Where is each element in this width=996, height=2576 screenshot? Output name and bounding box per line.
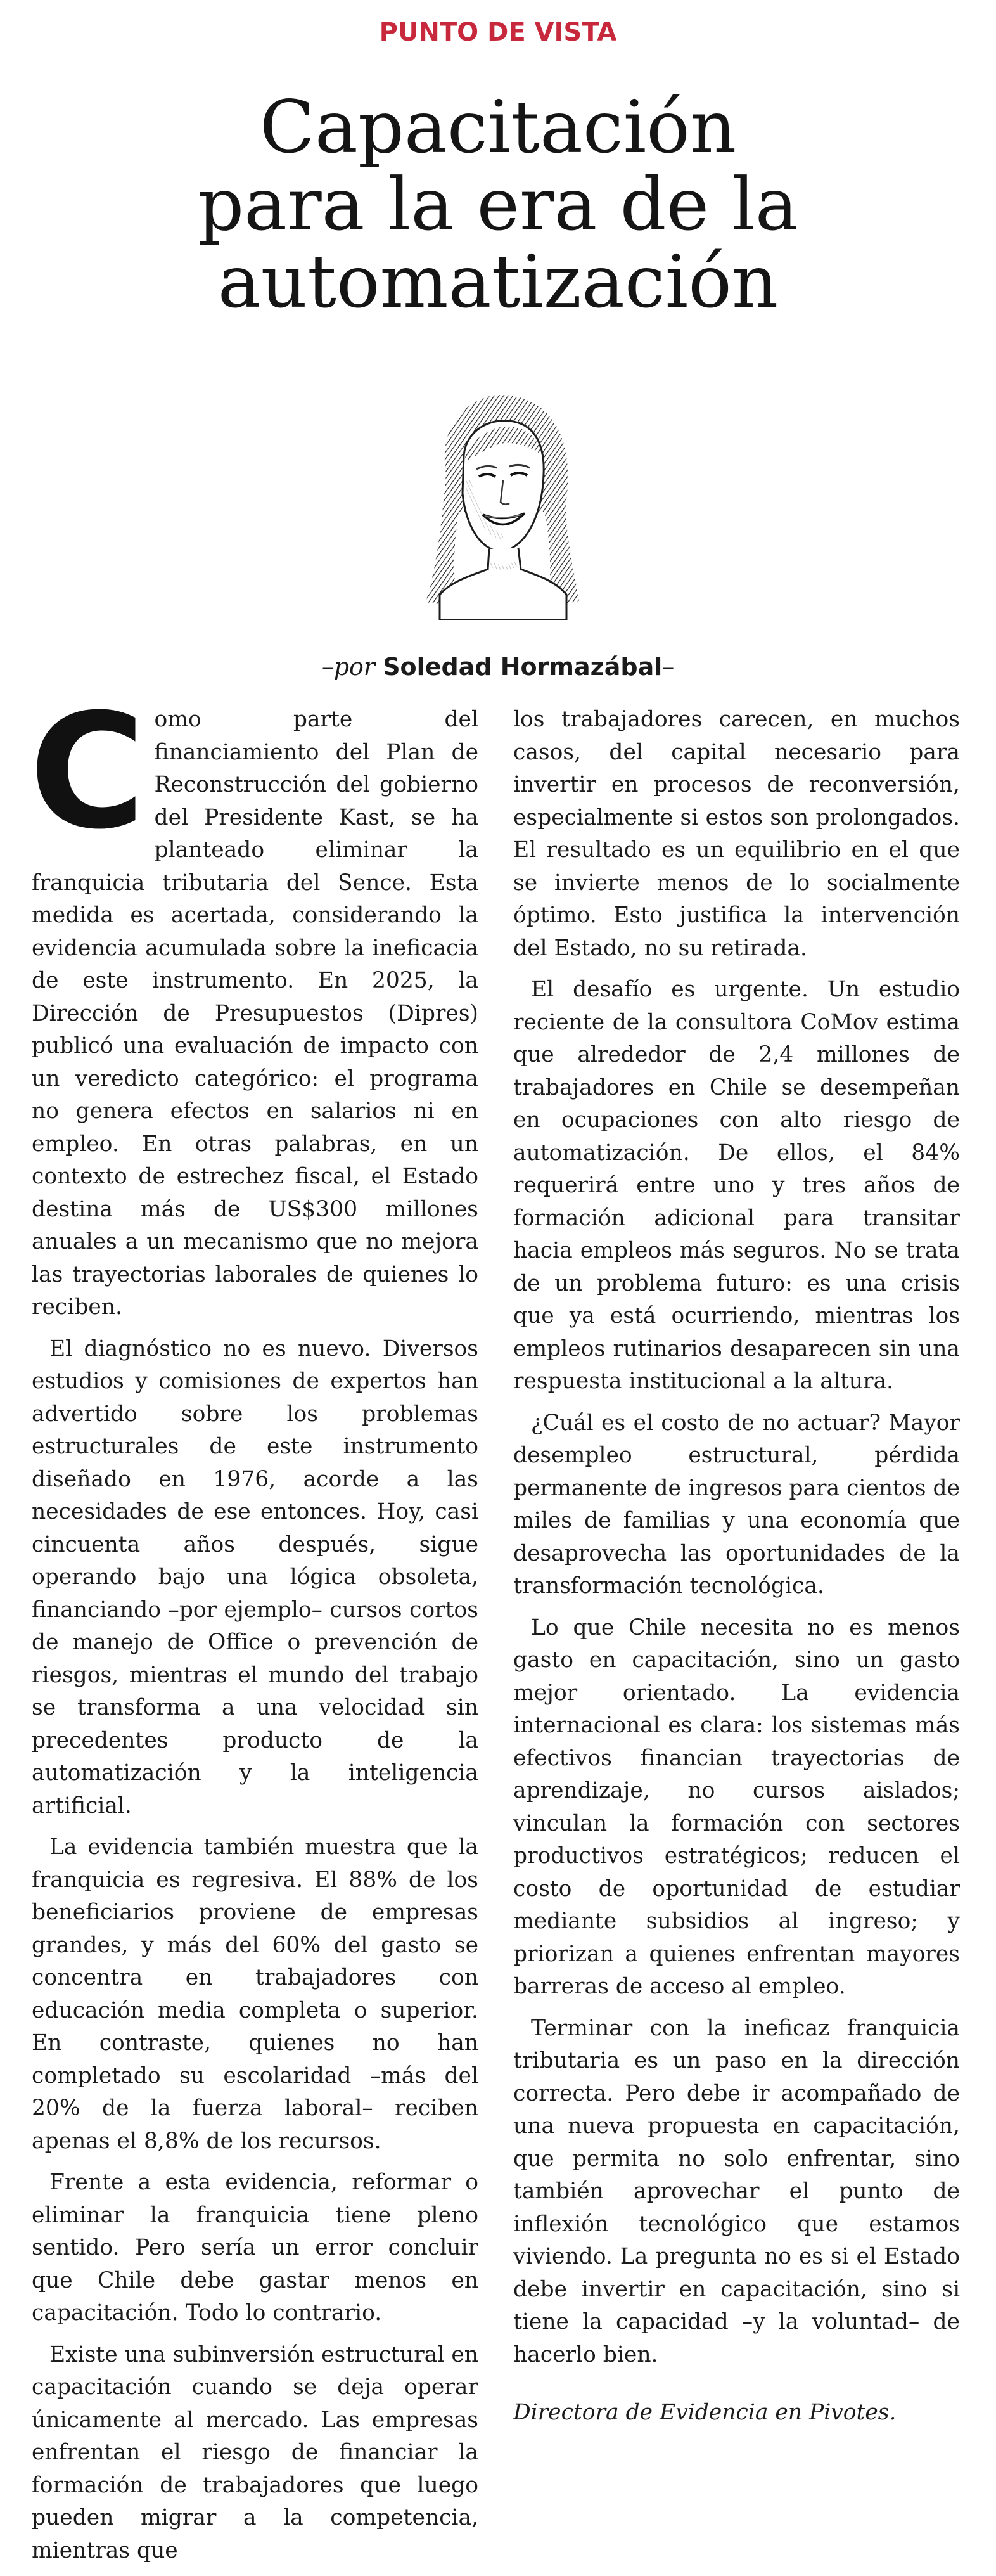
headline-line: para la era de la: [198, 162, 798, 247]
article-column-left: [29, 679, 478, 2576]
author-portrait-illustration: [408, 379, 592, 620]
body-paragraph: ¿Cuál es el costo de no actuar? Mayor desempleo estructural, pérdida permanente de ingresos para cientos de miles de familias y una economía que desaprovecha las oportunidades de la transformación tecnológica.: [513, 1410, 960, 1599]
body-paragraph: [29, 679, 478, 1324]
author-signature: Directora de Evidencia en Pivotes.: [513, 2400, 897, 2425]
author-name: Soledad Hormazábal: [383, 653, 663, 681]
headline-line: automatización: [217, 240, 779, 324]
body-paragraph: La evidencia también muestra que la franquicia es regresiva. El 88% de los beneficiarios proviene de empresas grandes, y más del 60% del gasto se concentra en trabajadores con educación media completa o superior. En contraste, quienes no han completado su escolaridad –más del 20% de la fuerza laboral– reciben apenas el 8,8% de los recursos.: [32, 1834, 478, 2154]
body-paragraph: El desafío es urgente. Un estudio reciente de la consultora CoMov estima que alrededor de 2,4 millones de trabajadores en Chile se desempeñan en ocupaciones con alto riesgo de automatización. De ellos, el 84% requerirá entre uno y tres años de formación adicional para transitar hacia empleos más seguros. No se trata de un problema futuro: es una crisis que ya está ocurriendo, mientras los empleos rutinarios desaparecen sin una respuesta institucional a la altura.: [513, 977, 960, 1394]
body-paragraph: Terminar con la ineficaz franquicia tributaria es un paso en la dirección correcta. Pero debe ir acompañado de una nueva propuesta en capacitación, que permita no solo enfrentar, sino también aprovechar el punto de inflexión tecnológico que estamos viviendo. La pregunta no es si el Estado debe invertir en capacitación, sino si tiene la capacidad –y la voluntad– de hacerlo bien.: [513, 2015, 960, 2367]
byline: [0, 653, 996, 681]
byline-suffix: –: [662, 653, 675, 681]
headline-line: Capacitación: [259, 85, 737, 169]
body-paragraph: Frente a esta evidencia, reformar o eliminar la franquicia tiene pleno sentido. Pero sería un error concluir que Chile debe gastar menos en capacitación. Todo lo contrario.: [32, 2170, 478, 2326]
body-paragraph: El diagnóstico no es nuevo. Diversos estudios y comisiones de expertos han advertido sobre los problemas estructurales de este instrumento diseñado en 1976, acorde a las necesidades de ese entonces. Hoy, casi cincuenta años después, sigue operando bajo una lógica obsoleta, financiando –por ejemplo– cursos cortos de manejo de Office o prevención de riesgos, mientras el mundo del trabajo se transforma a una velocidad sin precedentes producto de la automatización y la inteligencia artificial.: [32, 1336, 478, 1819]
body-paragraph-text: omo parte del financiamiento del Plan de Reconstrucción del gobierno del Presidente Kast, se ha planteado eliminar la franquicia tributaria del Sence. Esta medida es acertada, considerando la evidencia acumulada sobre la ineficacia de este instrumento. En 2025, la Dirección de Presupuestos (Dipres) publicó una evaluación de impacto con un veredicto categórico: el programa no genera efectos en salarios ni en empleo. En otras palabras, en un contexto de estrechez fiscal, el Estado destina más de US$300 millones anuales a un mecanismo que no mejora las trayectorias laborales de quienes lo reciben.: [32, 707, 478, 1320]
section-kicker: PUNTO DE VISTA: [379, 18, 617, 47]
body-paragraph: los trabajadores carecen, en muchos casos, del capital necesario para invertir en procesos de reconversión, especialmente si estos son prolongados. El resultado es un equilibrio en el que se invierte menos de lo socialmente óptimo. Esto justifica la intervención del Estado, no su retirada.: [513, 707, 960, 961]
byline-prefix: –por: [321, 653, 376, 681]
article-column-right: [513, 704, 960, 2438]
body-paragraph: Existe una subinversión estructural en capacitación cuando se deja operar únicamente al mercado. Las empresas enfrentan el riesgo de financiar la formación de trabajadores que luego pueden migrar a la competencia, mientras que: [32, 2341, 478, 2563]
drop-cap: C: [29, 679, 146, 864]
body-paragraph: Lo que Chile necesita no es menos gasto en capacitación, sino un gasto mejor orientado. La evidencia internacional es clara: los sistemas más efectivos financian trayectorias de aprendizaje, no cursos aislados; vinculan la formación con sectores productivos estratégicos; reducen el costo de oportunidad de estudiar mediante subsidios al ingreso; y priorizan a quienes enfrentan mayores barreras de acceso al empleo.: [513, 1614, 960, 1999]
article-headline: [0, 85, 996, 324]
